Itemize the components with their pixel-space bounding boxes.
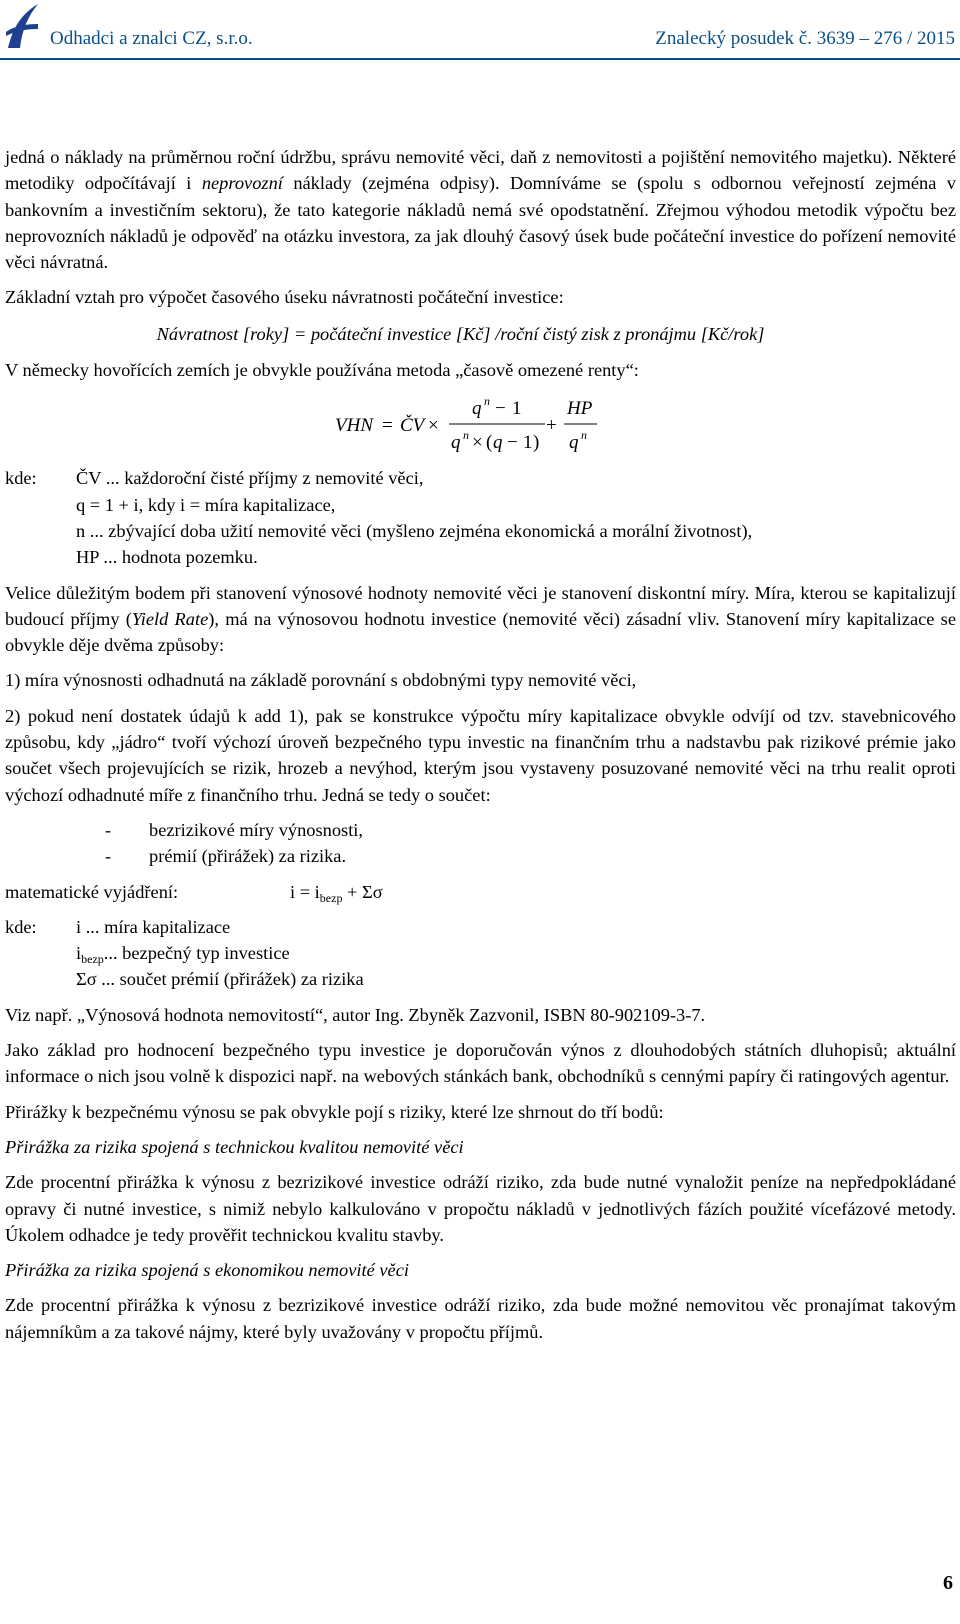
- definition-item: Σσ ... součet prémií (přirážek) za rizika: [76, 969, 364, 990]
- svg-text:q: q: [451, 432, 461, 454]
- section-heading-economic: Přirážka za rizika spojená s ekonomikou nemovité věci: [5, 1260, 409, 1281]
- math-expression: [5, 879, 956, 905]
- svg-text:q: q: [472, 398, 482, 420]
- definitions-label: kde:: [5, 916, 37, 937]
- svg-text:1: 1: [512, 398, 522, 420]
- svg-text:−: −: [495, 398, 506, 420]
- svg-text:): ): [533, 432, 540, 454]
- svg-text:1: 1: [523, 432, 533, 454]
- sum-components-list: [5, 817, 956, 870]
- header-divider: [0, 58, 960, 60]
- document-number: Znalecký posudek č. 3639 – 276 / 2015: [655, 28, 955, 49]
- svg-text:ČV: ČV: [400, 415, 425, 437]
- paragraph-economic-risk: Zde procentní přirážka k výnosu z bezrizikové investice odráží riziko, zda bude možné nemovitou věc pronajímat takovým nájemníkům a za takové nájmy, které byly uvažovány v propočtu příjmů.: [5, 1295, 956, 1342]
- paragraph-method-1: 1) míra výnosnosti odhadnutá na základě porovnání s obdobnými typy nemovité věci,: [5, 670, 637, 691]
- paragraph-safe-investment: Jako základ pro hodnocení bezpečného typu investice je doporučován výnos z dlouhodobých státních dluhopisů; aktuální informace o nich jsou volně k dispozici např. na webových stánkách bank, obchodníků s cennými papíry či ratingových agentur.: [5, 1040, 956, 1087]
- svg-text:×: ×: [428, 415, 439, 437]
- paragraph-basic-relation: Základní vztah pro výpočet časového úseku návratnosti počáteční investice:: [5, 287, 564, 308]
- svg-text:(: (: [486, 432, 493, 454]
- svg-text:HP: HP: [567, 398, 593, 420]
- definition-item: ČV ... každoroční čisté příjmy z nemovité věci,: [76, 468, 424, 489]
- formula-vhn: [5, 389, 956, 461]
- svg-text:n: n: [484, 394, 490, 409]
- svg-text:q: q: [569, 432, 579, 454]
- formula-return-period: Návratnost [roky] = počáteční investice [Kč] /roční čistý zisk z pronájmu [Kč/rok]: [156, 323, 765, 344]
- paragraph-german-method: V německy hovořících zemích je obvykle používána metoda „časově omezené renty“:: [5, 360, 639, 381]
- list-item: - bezrizikové míry výnosnosti,: [105, 819, 364, 840]
- company-logo-icon: [4, 2, 40, 50]
- paragraph-costs: jedná o náklady na průměrnou roční údržbu, správu nemovité věci, daň z nemovitosti a pojištění nemovitého majetku). Některé metodiky odpočítávají i neprovozní náklady (zejména odpisy). Domníváme se (spolu s odbornou veřejností zejména v bankovním a investičním sektoru), že tato kategorie nákladů nemá své opodstatnění. Zřejmou výhodou metodik výpočtu bez neprovozních nákladů je odpověď na otázku investora, za jak dlouhý časový úsek bude počáteční investice do pořízení nemovité věci návratná.: [5, 147, 956, 273]
- company-name: Odhadci a znalci CZ, s.r.o.: [50, 28, 253, 49]
- definitions-vhn: [5, 465, 956, 570]
- paragraph-reference: Viz např. „Výnosová hodnota nemovitostí“, autor Ing. Zbyněk Zazvonil, ISBN 80-902109-3-7.: [5, 1004, 706, 1025]
- definition-item: HP ... hodnota pozemku.: [76, 547, 258, 568]
- definition-item: n ... zbývající doba užití nemovité věci (myšleno zejména ekonomická a morální životnost),: [76, 520, 753, 541]
- list-item: - prémií (přirážek) za rizika.: [105, 846, 347, 867]
- document-body: [5, 144, 956, 1345]
- svg-text:=: =: [382, 415, 393, 437]
- definition-item: q = 1 + i, kdy i = míra kapitalizace,: [76, 494, 336, 515]
- svg-text:−: −: [507, 432, 518, 454]
- paragraph-discount-rate: Velice důležitým bodem při stanovení výnosové hodnoty nemovité věci je stanovení diskontní míry. Míra, kterou se kapitalizují budoucí příjmy (Yield Rate), má na výnosovou hodnotu investice (nemovité věci) zásadní vliv. Stanovení míry kapitalizace se obvykle děje dvěma způsoby:: [5, 582, 956, 656]
- svg-text:+: +: [546, 415, 557, 437]
- svg-text:VHN: VHN: [335, 415, 373, 437]
- math-expression-value: $i = i_{bezp} + \Sigma\sigma$: [290, 881, 383, 905]
- paragraph-technical-risk: Zde procentní přirážka k výnosu z bezrizikové investice odráží riziko, zda bude nutné vynaložit peníze na nepředpokládané opravy či nutné investice, s nimiž nebylo kalkulováno v propočtu nákladů v jednotlivých fázích použité vícefázové metody. Úkolem odhadce je tedy prověřit technickou kvalitu stavby.: [5, 1172, 956, 1245]
- svg-text:q: q: [493, 432, 503, 454]
- paragraph-surcharges: Přirážky k bezpečnému výnosu se pak obvykle pojí s riziky, které lze shrnout do tří bodů:: [5, 1101, 664, 1122]
- svg-text:×: ×: [472, 432, 483, 454]
- definition-item: $i_{bezp}$... bezpečný typ investice: [76, 943, 290, 967]
- svg-text:n: n: [581, 428, 587, 443]
- definitions-label: kde:: [5, 468, 37, 489]
- math-expression-label: matematické vyjádření:: [5, 881, 179, 902]
- page-header: [0, 0, 960, 62]
- paragraph-method-2: 2) pokud není dostatek údajů k add 1), pak se konstrukce výpočtu míry kapitalizace obvykle odvíjí od tzv. stavebnicového způsobu, kdy „jádro“ tvoří výchozí úroveň bezpečného typu investic na finančním trhu a nadstavbu pak rizikové prémie jako součet všech projevujících se rizik, hrozeb a nevýhod, kterým jsou vystaveny posuzované nemovité věci na trhu realit oproti výchozí odhadnuté míře z finančního trhu. Jedná se tedy o součet:: [5, 705, 956, 805]
- definitions-rate: [5, 914, 956, 993]
- definition-item: i ... míra kapitalizace: [76, 916, 231, 937]
- svg-text:n: n: [463, 428, 469, 443]
- page-number: 6: [943, 1572, 953, 1594]
- section-heading-technical: Přirážka za rizika spojená s technickou kvalitou nemovité věci: [5, 1136, 464, 1157]
